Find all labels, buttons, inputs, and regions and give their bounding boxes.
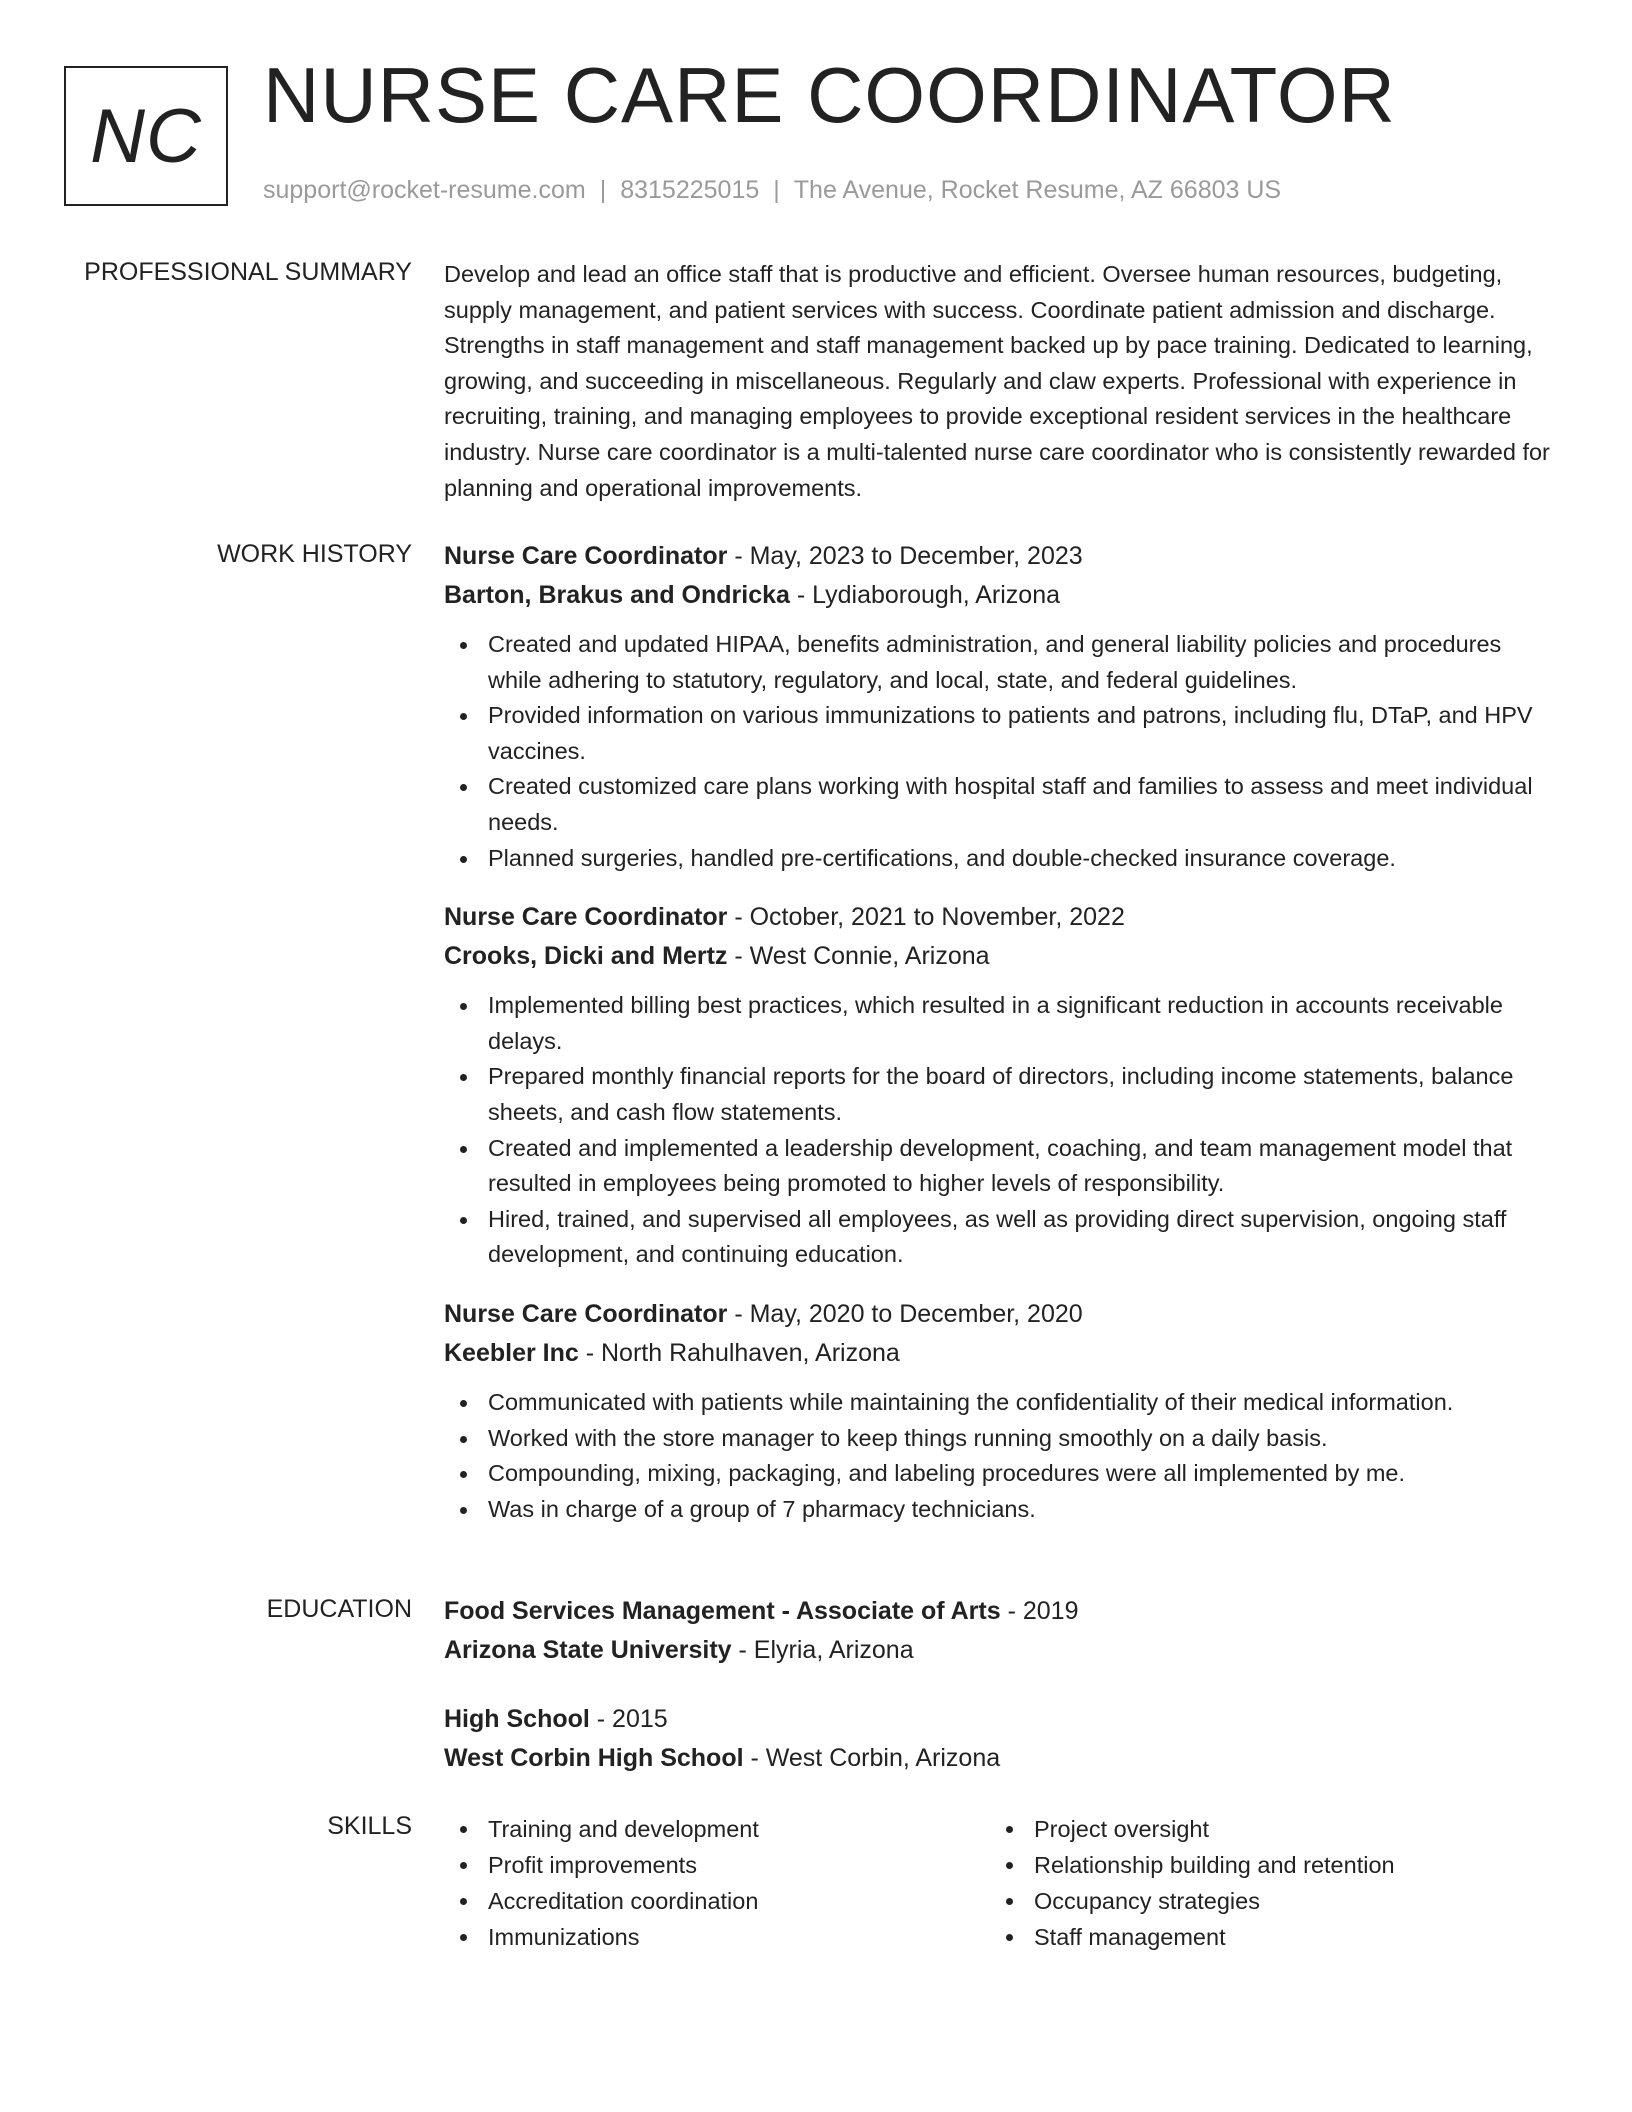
- job-title: Nurse Care Coordinator: [444, 1299, 728, 1328]
- job-bullet: Communicated with patients while maintaining the confidentiality of their medical information.: [444, 1385, 1559, 1421]
- education-year: - 2019: [1000, 1597, 1079, 1625]
- job-dates: - May, 2023 to December, 2023: [727, 542, 1083, 570]
- summary-heading: PROFESSIONAL SUMMARY: [84, 258, 412, 286]
- contact-separator: |: [599, 176, 607, 204]
- job-bullet: Was in charge of a group of 7 pharmacy technicians.: [444, 1492, 1559, 1528]
- job-title-line: [444, 1295, 1559, 1334]
- skill-item: Staff management: [990, 1919, 1536, 1955]
- education-entry: [444, 1700, 1559, 1778]
- education-degree: Food Services Management - Associate of Arts: [444, 1597, 1001, 1625]
- summary-body: [444, 257, 1559, 506]
- job-title-line: [444, 898, 1559, 937]
- education-school: West Corbin High School: [444, 1744, 744, 1772]
- resume-name: NURSE CARE COORDINATOR: [263, 51, 1396, 139]
- skills-column-right: [990, 1811, 1536, 1955]
- job-location: - North Rahulhaven, Arizona: [578, 1338, 900, 1367]
- education-degree-line: [444, 1700, 1559, 1739]
- job-entry: [444, 898, 1559, 1273]
- contact-line: [263, 176, 1281, 205]
- job-location: - Lydiaborough, Arizona: [789, 581, 1061, 609]
- job-company: Barton, Brakus and Ondricka: [444, 581, 790, 609]
- job-company-line: [444, 576, 1559, 615]
- job-bullet: Hired, trained, and supervised all employees, as well as providing direct supervision, ongoing staff development, and continuing education.: [444, 1202, 1559, 1273]
- contact-separator: |: [773, 176, 780, 204]
- job-title-line: [444, 537, 1559, 576]
- monogram-initials: NC: [90, 93, 202, 179]
- job-bullets: [444, 627, 1559, 876]
- job-title: Nurse Care Coordinator: [444, 903, 728, 932]
- skills-heading: SKILLS: [327, 1812, 412, 1840]
- job-entry: [444, 1295, 1559, 1527]
- job-bullet: Created and implemented a leadership development, coaching, and team management model that resulted in employees being promoted to higher levels of responsibility.: [444, 1131, 1559, 1202]
- skill-item: Training and development: [444, 1811, 990, 1847]
- monogram-box: [64, 66, 228, 206]
- contact-address: The Avenue, Rocket Resume, AZ 66803 US: [793, 176, 1282, 204]
- summary-text: Develop and lead an office staff that is productive and efficient. Oversee human resources, budgeting, supply management, and patient services with success. Coordinate patient admission and discharge. Strengths in staff management and staff management backed up by pace training. Dedicated to learning, growing, and succeeding in miscellaneous. Regularly and claw experts. Professional with experience in recruiting, training, and managing employees to provide exceptional resident services in the healthcare industry. Nurse care coordinator is a multi-talented nurse care coordinator who is consistently rewarded for planning and operational improvements.: [444, 261, 1550, 501]
- education-school-line: [444, 1739, 1559, 1778]
- job-bullets: [444, 988, 1559, 1273]
- work-heading: WORK HISTORY: [217, 540, 412, 568]
- job-location: - West Connie, Arizona: [727, 942, 990, 971]
- job-bullet: Prepared monthly financial reports for the board of directors, including income statements, balance sheets, and cash flow statements.: [444, 1059, 1559, 1130]
- skills-grid: [444, 1811, 1559, 1955]
- job-company-line: [444, 1334, 1559, 1373]
- job-bullet: Created customized care plans working with hospital staff and families to assess and meet individual needs.: [444, 769, 1559, 840]
- skill-item: Project oversight: [990, 1811, 1536, 1847]
- job-dates: - October, 2021 to November, 2022: [727, 903, 1125, 932]
- job-bullet: Worked with the store manager to keep things running smoothly on a daily basis.: [444, 1421, 1559, 1457]
- education-school: Arizona State University: [444, 1636, 732, 1664]
- job-bullets: [444, 1385, 1559, 1527]
- job-bullet: Provided information on various immunizations to patients and patrons, including flu, DTaP, and HPV vaccines.: [444, 698, 1559, 769]
- education-location: - West Corbin, Arizona: [743, 1744, 1001, 1772]
- education-degree-line: [444, 1592, 1559, 1631]
- education-heading: EDUCATION: [266, 1595, 412, 1623]
- education-degree: High School: [444, 1705, 590, 1733]
- education-location: - Elyria, Arizona: [731, 1636, 914, 1664]
- skill-item: Relationship building and retention: [990, 1847, 1536, 1883]
- job-title: Nurse Care Coordinator: [444, 542, 728, 570]
- job-bullet: Implemented billing best practices, which resulted in a significant reduction in accounts receivable delays.: [444, 988, 1559, 1059]
- education-body: [444, 1592, 1559, 1808]
- skills-body: [444, 1811, 1559, 1955]
- education-school-line: [444, 1631, 1559, 1670]
- job-company: Keebler Inc: [444, 1338, 579, 1367]
- education-year: - 2015: [589, 1705, 668, 1733]
- contact-email[interactable]: support@rocket-resume.com: [263, 176, 586, 204]
- job-company: Crooks, Dicki and Mertz: [444, 942, 728, 971]
- contact-phone[interactable]: 8315225015: [620, 176, 760, 204]
- skills-column-left: [444, 1811, 990, 1955]
- skill-item: Profit improvements: [444, 1847, 990, 1883]
- work-body: [444, 537, 1559, 1549]
- education-entry: [444, 1592, 1559, 1670]
- skill-item: Immunizations: [444, 1919, 990, 1955]
- skill-item: Accreditation coordination: [444, 1883, 990, 1919]
- job-entry: [444, 537, 1559, 876]
- job-bullet: Planned surgeries, handled pre-certifications, and double-checked insurance coverage.: [444, 841, 1559, 877]
- job-bullet: Created and updated HIPAA, benefits administration, and general liability policies and procedures while adhering to statutory, regulatory, and local, state, and federal guidelines.: [444, 627, 1559, 698]
- job-dates: - May, 2020 to December, 2020: [727, 1299, 1083, 1328]
- job-company-line: [444, 937, 1559, 976]
- skill-item: Occupancy strategies: [990, 1883, 1536, 1919]
- job-bullet: Compounding, mixing, packaging, and labeling procedures were all implemented by me.: [444, 1456, 1559, 1492]
